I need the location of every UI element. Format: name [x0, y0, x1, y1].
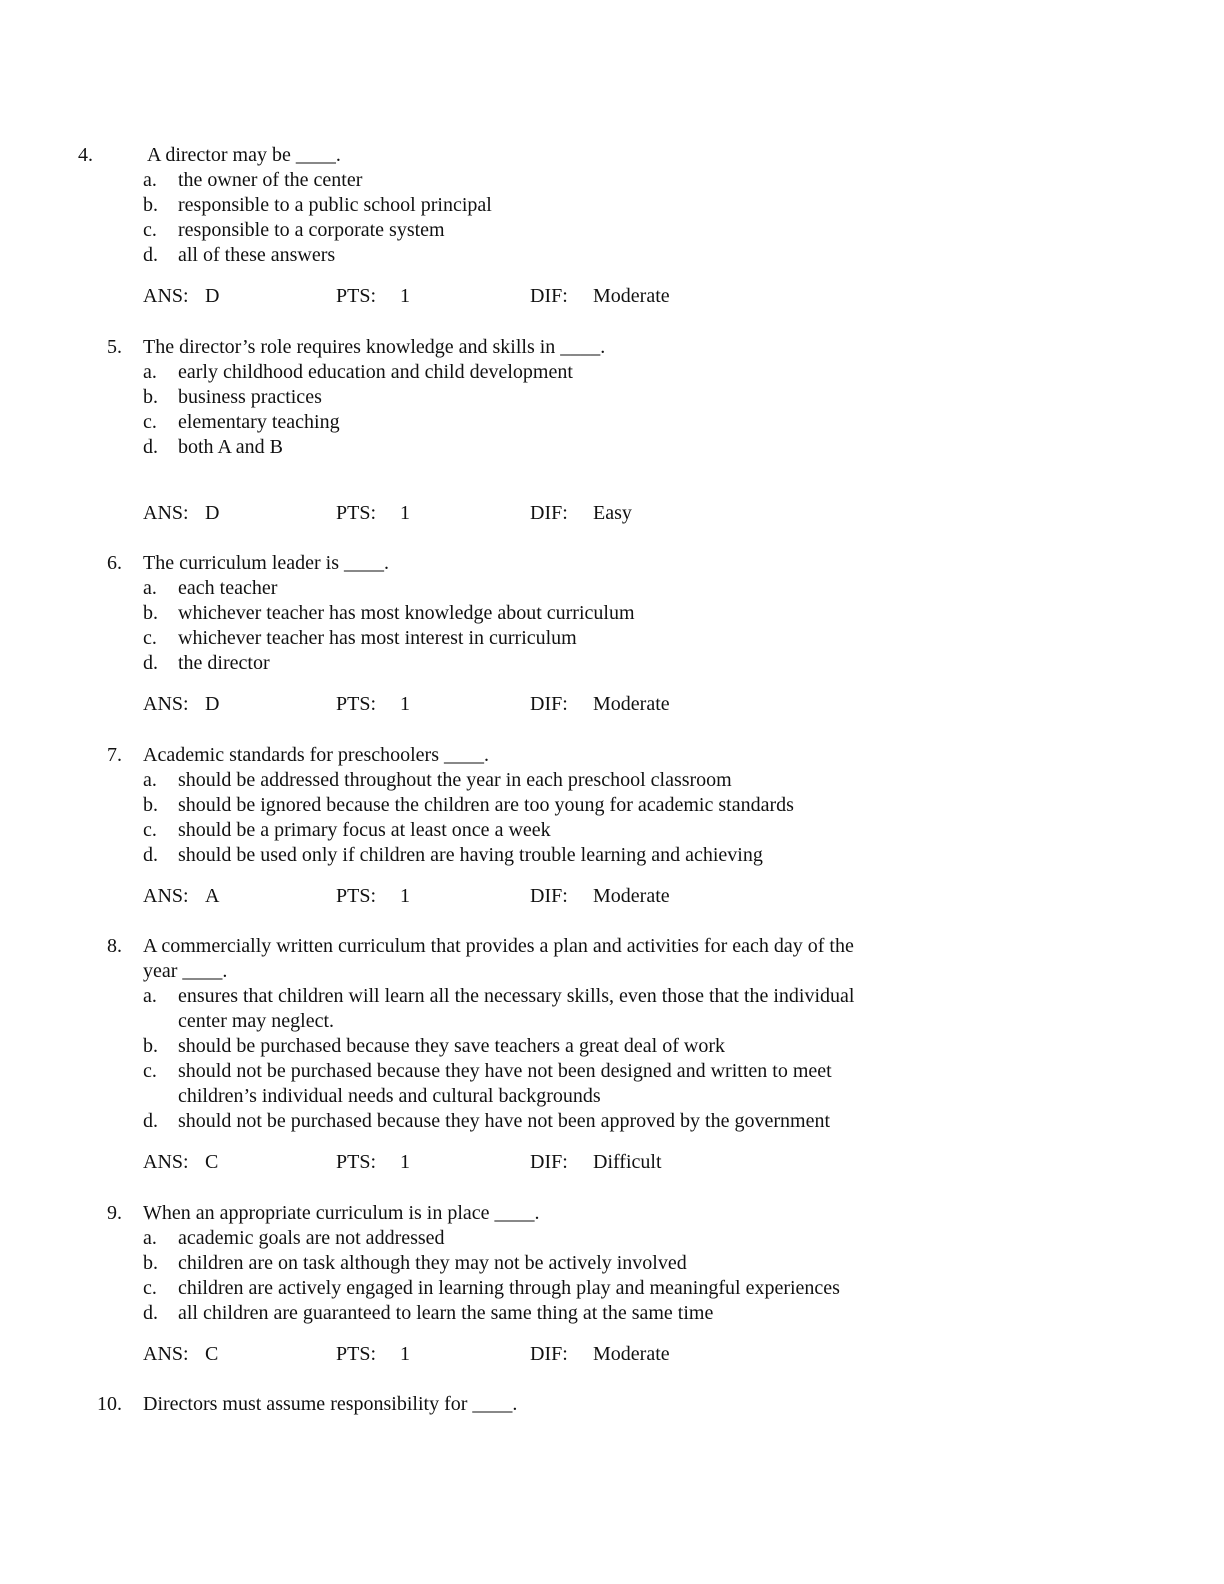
ans-value: D: [205, 502, 220, 524]
dif-value: Moderate: [593, 885, 670, 907]
option-letter: d.: [143, 436, 158, 458]
option-text: responsible to a corporate system: [178, 219, 445, 241]
option-text: academic goals are not addressed: [178, 1227, 445, 1249]
ans-label: ANS:: [143, 693, 189, 715]
dif-label: DIF:: [530, 693, 568, 715]
option-text: whichever teacher has most interest in curriculum: [178, 627, 577, 649]
option-letter: a.: [143, 1227, 157, 1249]
ans-value: C: [205, 1343, 219, 1365]
question-stem-line-2: year ____.: [143, 960, 228, 982]
question-stem: When an appropriate curriculum is in place ____.: [143, 1202, 540, 1224]
option-text: both A and B: [178, 436, 284, 458]
option-letter: d.: [143, 1302, 158, 1324]
option-letter: a.: [143, 361, 157, 383]
question-stem: A director may be ____.: [147, 144, 341, 166]
option-letter: a.: [143, 169, 157, 191]
pts-label: PTS:: [336, 885, 377, 907]
question-number: 10.: [97, 1393, 122, 1415]
answer-option-b: [143, 793, 943, 818]
answer-option-c: [143, 818, 943, 843]
answer-option-b: [143, 601, 943, 626]
option-letter: a.: [143, 577, 157, 599]
answer-option-d: [143, 1109, 943, 1134]
option-letter: c.: [143, 1277, 157, 1299]
option-text: all of these answers: [178, 244, 336, 266]
option-text-line-1: ensures that children will learn all the necessary skills, even those that the individual: [178, 985, 855, 1007]
answer-option-a: [143, 1226, 943, 1251]
option-letter: b.: [143, 1035, 158, 1057]
answer-option-d: [143, 1301, 943, 1326]
answer-option-d: [143, 243, 943, 268]
answer-option-d: [143, 843, 943, 868]
option-letter: d.: [143, 652, 158, 674]
question-stem: Academic standards for preschoolers ____.: [143, 744, 489, 766]
answer-meta: [143, 692, 843, 717]
option-text: should be a primary focus at least once a week: [178, 819, 551, 841]
pts-value: 1: [400, 1343, 410, 1365]
answer-option-c: [143, 626, 943, 651]
ans-label: ANS:: [143, 285, 189, 307]
pts-label: PTS:: [336, 502, 377, 524]
option-text: should be used only if children are having trouble learning and achieving: [178, 844, 763, 866]
answer-option-b: [143, 1034, 943, 1059]
option-letter: b.: [143, 1252, 158, 1274]
answer-option-b: [143, 385, 943, 410]
option-letter: c.: [143, 411, 157, 433]
option-letter: b.: [143, 386, 158, 408]
pts-value: 1: [400, 285, 410, 307]
ans-value: D: [205, 693, 220, 715]
option-text-line-1: should not be purchased because they have not been designed and written to meet: [178, 1060, 832, 1082]
answer-meta: [143, 1342, 843, 1367]
option-letter: c.: [143, 1060, 157, 1082]
answer-option-a: [143, 768, 943, 793]
dif-value: Difficult: [593, 1151, 662, 1173]
answer-option-d: [143, 435, 943, 460]
dif-label: DIF:: [530, 502, 568, 524]
answer-meta: [143, 284, 843, 309]
pts-label: PTS:: [336, 1151, 377, 1173]
answer-option-c: [143, 410, 943, 435]
option-text: whichever teacher has most knowledge about curriculum: [178, 602, 635, 624]
pts-label: PTS:: [336, 693, 377, 715]
answer-meta: [143, 1150, 843, 1175]
ans-label: ANS:: [143, 1343, 189, 1365]
option-text: should be purchased because they save teachers a great deal of work: [178, 1035, 725, 1057]
option-text-line-2: children’s individual needs and cultural backgrounds: [178, 1085, 601, 1107]
ans-value: C: [205, 1151, 219, 1173]
question-number: 4.: [78, 144, 93, 166]
option-text: business practices: [178, 386, 322, 408]
answer-option-c: [143, 1059, 943, 1109]
question-number: 7.: [107, 744, 122, 766]
option-letter: a.: [143, 769, 157, 791]
dif-label: DIF:: [530, 885, 568, 907]
ans-label: ANS:: [143, 1151, 189, 1173]
option-letter: b.: [143, 602, 158, 624]
answer-option-c: [143, 218, 943, 243]
option-letter: b.: [143, 194, 158, 216]
option-letter: d.: [143, 244, 158, 266]
option-text: should be ignored because the children are too young for academic standards: [178, 794, 794, 816]
option-letter: b.: [143, 794, 158, 816]
question-number: 8.: [107, 935, 122, 957]
question-stem-line-1: A commercially written curriculum that provides a plan and activities for each day of the: [143, 935, 854, 957]
option-text: children are actively engaged in learning through play and meaningful experiences: [178, 1277, 840, 1299]
answer-option-a: [143, 576, 943, 601]
pts-value: 1: [400, 693, 410, 715]
pts-value: 1: [400, 885, 410, 907]
pts-value: 1: [400, 1151, 410, 1173]
question-stem: The director’s role requires knowledge and skills in ____.: [143, 336, 606, 358]
ans-label: ANS:: [143, 502, 189, 524]
option-text: each teacher: [178, 577, 278, 599]
ans-value: D: [205, 285, 220, 307]
dif-value: Moderate: [593, 693, 670, 715]
dif-value: Moderate: [593, 1343, 670, 1365]
dif-label: DIF:: [530, 285, 568, 307]
question-stem: The curriculum leader is ____.: [143, 552, 390, 574]
option-text: responsible to a public school principal: [178, 194, 492, 216]
answer-meta: [143, 501, 843, 526]
answer-option-a: [143, 984, 943, 1034]
dif-label: DIF:: [530, 1151, 568, 1173]
option-text: early childhood education and child development: [178, 361, 573, 383]
option-text: the owner of the center: [178, 169, 363, 191]
ans-label: ANS:: [143, 885, 189, 907]
question-stem: Directors must assume responsibility for ____.: [143, 1393, 518, 1415]
question-number: 9.: [107, 1202, 122, 1224]
question-number: 5.: [107, 336, 122, 358]
answer-option-a: [143, 168, 943, 193]
pts-label: PTS:: [336, 285, 377, 307]
answer-meta: [143, 884, 843, 909]
pts-value: 1: [400, 502, 410, 524]
dif-value: Moderate: [593, 285, 670, 307]
option-text: children are on task although they may not be actively involved: [178, 1252, 687, 1274]
ans-value: A: [205, 885, 220, 907]
option-letter: d.: [143, 1110, 158, 1132]
option-text-line-2: center may neglect.: [178, 1010, 335, 1032]
option-text: elementary teaching: [178, 411, 340, 433]
option-letter: a.: [143, 985, 157, 1007]
pts-label: PTS:: [336, 1343, 377, 1365]
option-letter: c.: [143, 627, 157, 649]
option-text: all children are guaranteed to learn the same thing at the same time: [178, 1302, 714, 1324]
question-number: 6.: [107, 552, 122, 574]
dif-value: Easy: [593, 502, 632, 524]
option-letter: d.: [143, 844, 158, 866]
answer-option-b: [143, 1251, 943, 1276]
option-letter: c.: [143, 819, 157, 841]
answer-option-a: [143, 360, 943, 385]
option-letter: c.: [143, 219, 157, 241]
answer-option-c: [143, 1276, 943, 1301]
answer-option-d: [143, 651, 943, 676]
dif-label: DIF:: [530, 1343, 568, 1365]
option-text: the director: [178, 652, 270, 674]
option-text: should be addressed throughout the year in each preschool classroom: [178, 769, 732, 791]
option-text: should not be purchased because they have not been approved by the government: [178, 1110, 831, 1132]
answer-option-b: [143, 193, 943, 218]
